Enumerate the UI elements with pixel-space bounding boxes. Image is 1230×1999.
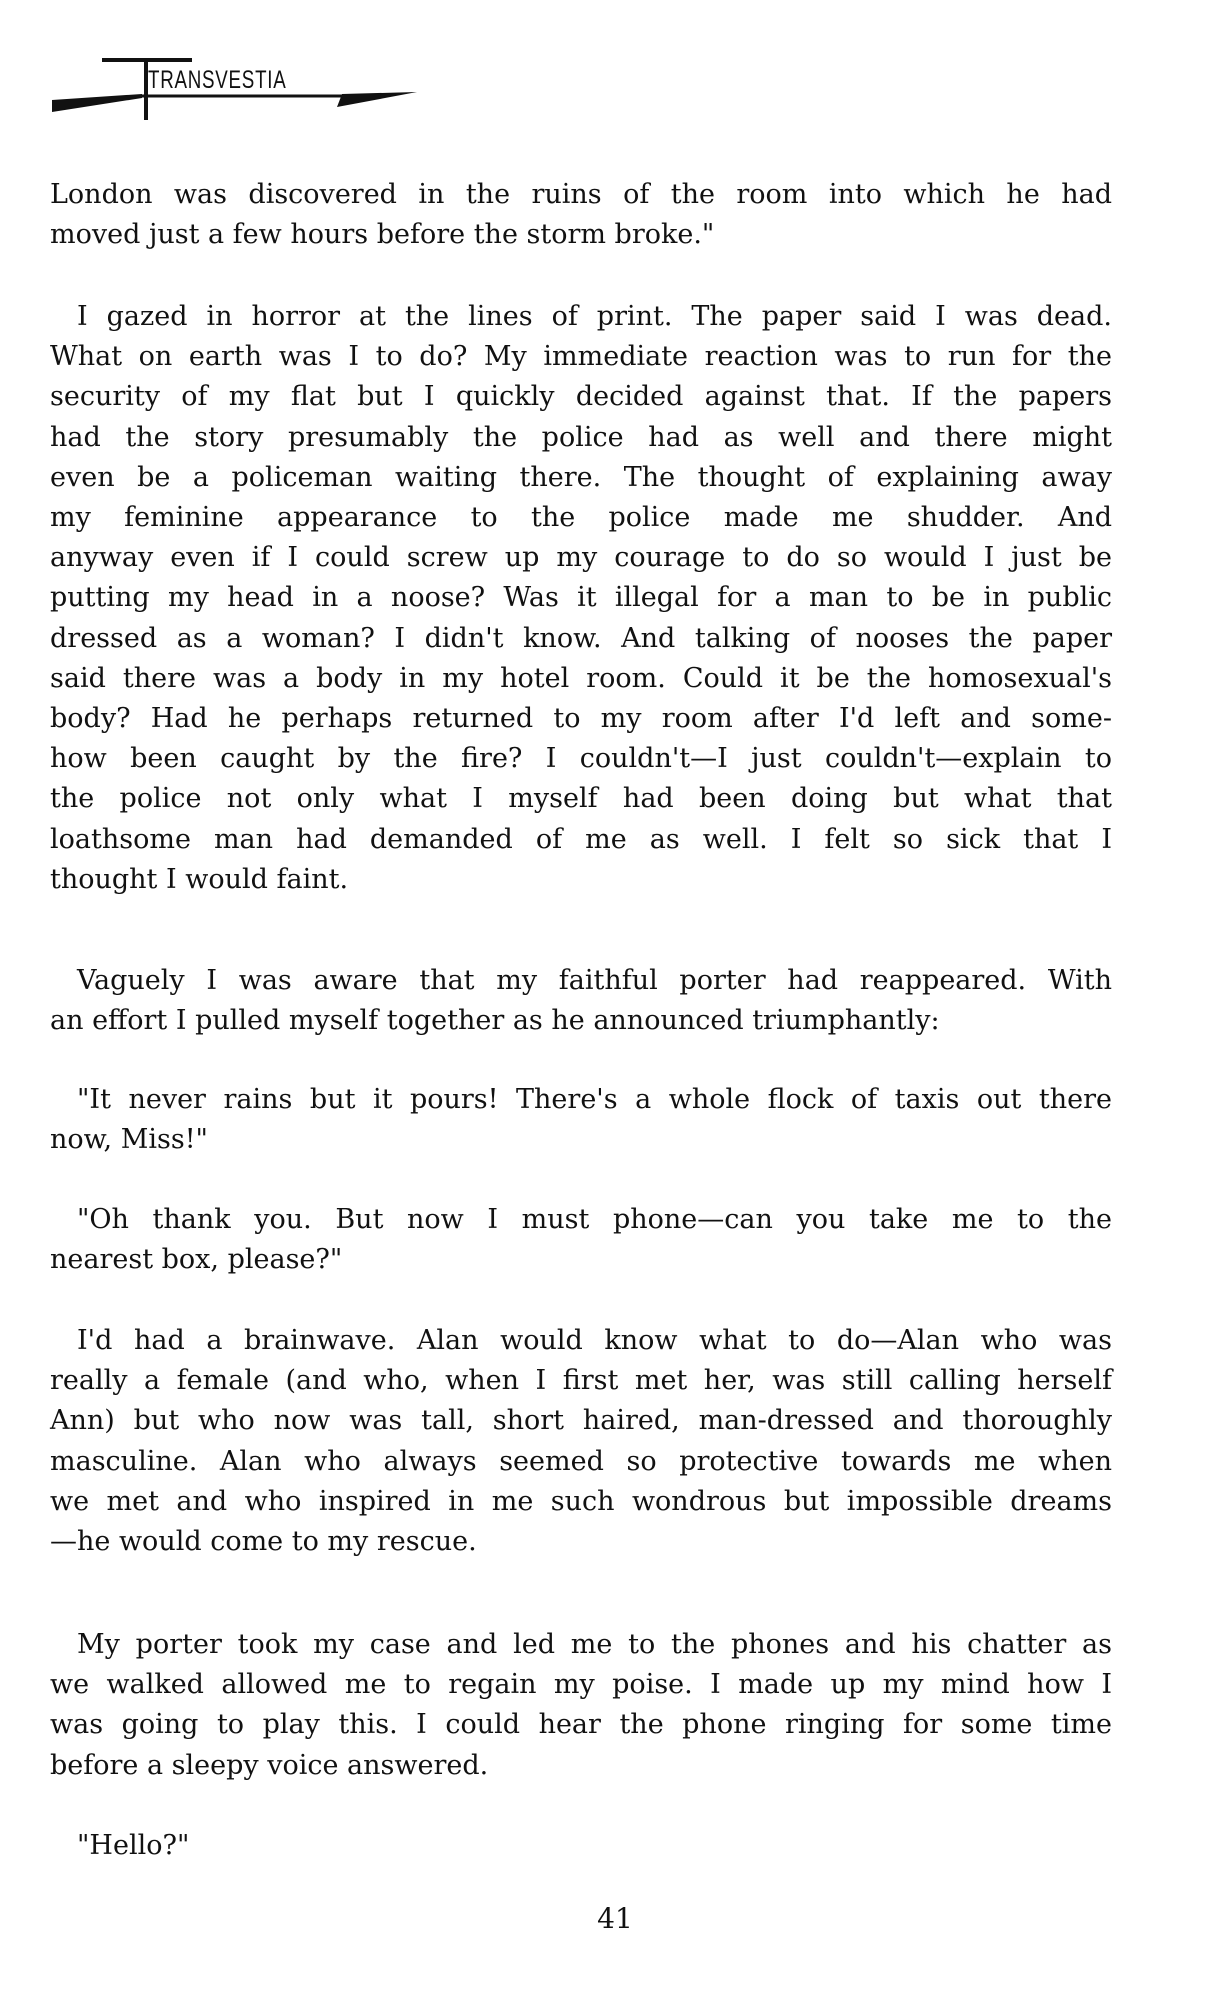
paragraph bbox=[50, 1625, 1112, 1786]
text-line: anyway even if I could screw up my courage to do so would I just be bbox=[50, 542, 1112, 574]
text-line: was going to play this. I could hear the phone ringing for some time bbox=[50, 1709, 1112, 1741]
text-line: What on earth was I to do? My immediate reaction was to run for the bbox=[50, 341, 1112, 373]
paragraph bbox=[50, 1080, 1112, 1160]
text-line: said there was a body in my hotel room. Could it be the homosexual's bbox=[50, 662, 1112, 694]
text-line: really a female (and who, when I first met her, was still calling herself bbox=[50, 1365, 1112, 1397]
paragraph bbox=[50, 1321, 1112, 1562]
paragraph bbox=[50, 961, 1112, 1041]
text-line: how been caught by the fire? I couldn't—I just couldn't—explain to bbox=[50, 743, 1112, 775]
text-line: thought I would faint. bbox=[50, 863, 349, 895]
text-line: we met and who inspired in me such wondrous but impossible dreams bbox=[50, 1485, 1112, 1517]
text-line: "Oh thank you. But now I must phone—can you take me to the bbox=[77, 1204, 1112, 1235]
text-line: Vaguely I was aware that my faithful porter had reappeared. With bbox=[77, 965, 1112, 996]
paragraph bbox=[50, 175, 1112, 255]
text-line: body? Had he perhaps returned to my room after I'd left and some- bbox=[50, 703, 1112, 735]
text-line: we walked allowed me to regain my poise. I made up my mind how I bbox=[50, 1669, 1112, 1701]
text-line: the police not only what I myself had been doing but what that bbox=[50, 783, 1112, 815]
journal-logo bbox=[52, 52, 422, 122]
text-line: now, Miss!" bbox=[50, 1124, 208, 1156]
text-line: putting my head in a noose? Was it illegal for a man to be in public bbox=[50, 582, 1112, 614]
text-line: My porter took my case and led me to the phones and his chatter as bbox=[77, 1629, 1112, 1660]
text-line: dressed as a woman? I didn't know. And talking of nooses the paper bbox=[50, 622, 1112, 654]
text-line: had the story presumably the police had as well and there might bbox=[50, 421, 1112, 453]
text-line: London was discovered in the ruins of the room into which he had bbox=[50, 179, 1112, 210]
paragraph bbox=[50, 297, 1112, 900]
paragraph bbox=[50, 1200, 1112, 1280]
text-line: I gazed in horror at the lines of print. The paper said I was dead. bbox=[77, 301, 1112, 332]
text-line: masculine. Alan who always seemed so protective towards me when bbox=[50, 1445, 1112, 1477]
text-line: an effort I pulled myself together as he announced triumphantly: bbox=[50, 1005, 940, 1037]
text-line: nearest box, please?" bbox=[50, 1244, 343, 1276]
text-line: "Hello?" bbox=[77, 1830, 190, 1861]
text-line: even be a policeman waiting there. The thought of explaining away bbox=[50, 461, 1112, 493]
logo-text: TRANSVESTIA bbox=[148, 66, 287, 94]
text-line: before a sleepy voice answered. bbox=[50, 1749, 489, 1781]
text-line: "It never rains but it pours! There's a whole flock of taxis out there bbox=[77, 1084, 1112, 1115]
paragraph bbox=[50, 1826, 1112, 1866]
text-line: I'd had a brainwave. Alan would know what to do—Alan who was bbox=[77, 1325, 1112, 1356]
text-line: my feminine appearance to the police made me shudder. And bbox=[50, 502, 1112, 534]
page-number: 41 bbox=[597, 1902, 633, 1935]
text-line: Ann) but who now was tall, short haired, man-dressed and thoroughly bbox=[50, 1405, 1112, 1437]
text-line: security of my flat but I quickly decided against that. If the papers bbox=[50, 381, 1112, 413]
text-line: —he would come to my rescue. bbox=[50, 1526, 477, 1558]
text-line: loathsome man had demanded of me as well. I felt so sick that I bbox=[50, 823, 1112, 855]
text-line: moved just a few hours before the storm broke." bbox=[50, 219, 715, 251]
